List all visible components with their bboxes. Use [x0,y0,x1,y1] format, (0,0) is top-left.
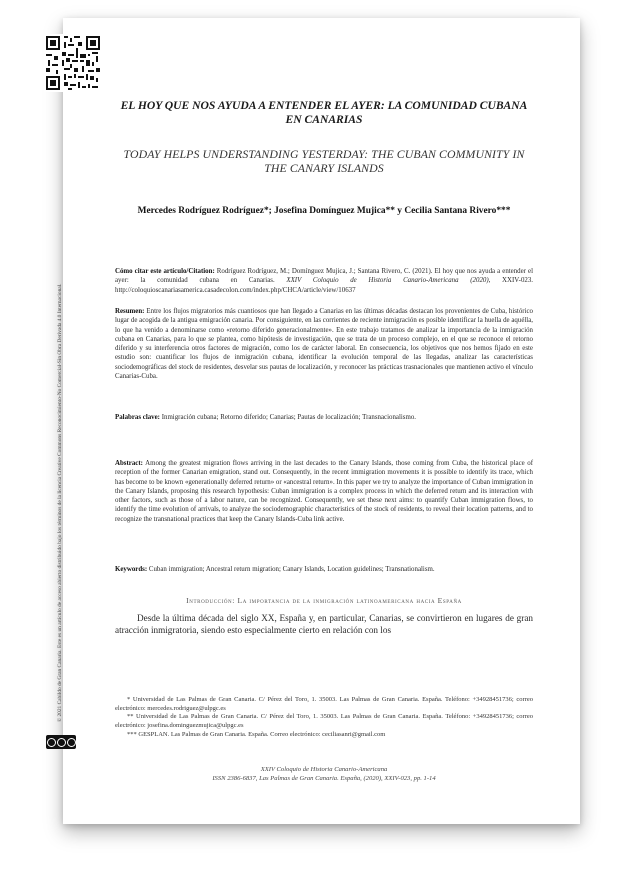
resumen-text: Entre los flujos migratorios más cuantiosos que han llegado a Canarias en las últimas décadas destacan los provenientes de Cuba, histórico lugar de acogida de la antigua emigración canaria. Por consiguiente, en las corrientes de reciente inmigración es posible identificar la huella de aquélla, lo que ha venido a denominarse como «retorno diferido generacionalmente». En este trabajo tratamos de analizar la importancia de la inmigración cubana en Canarias, para lo que se plantea, como hipótesis de investigación, que se trata de un proceso complejo, en el que se reconoce el retorno diferido y su interferencia otros factores de migración, como los de carácter laboral. En consecuencia, los objetivos que nos hemos fijado en este estudio son: cuantificar los flujos de inmigración cubana, identificar la evolución temporal de las llegadas, analizar las características sociodemográficas del stock de residentes, desvelar sus pautas de localización, y reconocer las prácticas trasnacionales que mantienen activo el vínculo Canarias-Cuba. [115,308,533,381]
resumen-block [115,307,533,381]
keywords-label: Keywords: [115,566,148,573]
license-notice-vertical: © 2021 Cabildo de Gran Canaria. Este es un artículo de acceso abierto distribuido bajo los términos de la licencia Creative Commons Reconocimiento-No Comercial-Sin Obra Derivada 4.0 Internacional. [57,283,63,722]
abstract-text: Among the greatest migration flows arriving in the last decades to the Canary Islands, those coming from Cuba, the historical place of reception of the former Canarian emigration, stand out. Consequently, in the recent immigration movements it is possible to identify its trace, which has become to be known «generationally deferred return» or «ancestral return». In this paper we try to analyze the importance of Cuban immigration in the Canary Islands, proposing this research hypothesis: Cuban immigration is a complex process in which the deferred return and its interaction with other factors, such as those of a labor nature, can be recognized. Consequently, we set these next aims: to quantify Cuban immigration flows, to identify the time evolution of arrivals, to analyze the sociodemographic characteristics of the stock of residents, to reveal their location patterns, and to recognize the transnational practices that keep the Canary Islands-Cuba link active. [115,460,533,523]
footer-line-1: XXIV Coloquio de Historia Canario-Americana [260,766,388,773]
qr-code [44,34,102,92]
citation-text: Rodríguez Rodríguez, M.; Domínguez Mujica, J.; Santana Rivero, C. (2021). El hoy que nos ayuda a entender el ayer: la comunidad cubana en Canarias. [115,268,533,285]
title-english: TODAY HELPS UNDERSTANDING YESTERDAY: THE CUBAN COMMUNITY IN THE CANARY ISLANDS [123,147,525,175]
keywords-text: Cuban immigration; Ancestral return migration; Canary Islands, Location guidelines; Transnationalism. [147,566,435,573]
citation-label: Cómo citar este artículo/Citation: [115,268,215,275]
section-heading: Introducción: La importancia de la inmigración latinoamericana hacia España [186,596,462,605]
footnote-2: ** Universidad de Las Palmas de Gran Canaria. C/ Pérez del Toro, 1. 35003. Las Palmas de Gran Canaria. España. Teléfono: +34928451736; correo electrónico: josefina.dominguezmujica@ulpgc.es [115,713,533,730]
abstract-block [115,459,533,524]
footnotes [115,696,533,740]
citation-journal: XXIV Coloquio de Historia Canario-Americana (2020) [286,277,489,285]
keywords-block [115,565,533,574]
creative-commons-icon [46,735,76,749]
palabras-clave-text: Inmigración cubana; Retorno diferido; Canarias; Pautas de localización; Transnacionalismo. [159,414,417,421]
footer-line-2: ISSN 2386-6837, Las Palmas de Gran Canaria. España, (2020), XXIV-023, pp. 1-14 [212,774,436,782]
palabras-clave-block [115,413,533,422]
title-spanish: EL HOY QUE NOS AYUDA A ENTENDER EL AYER: LA COMUNIDAD CUBANA EN CANARIAS [120,99,528,126]
palabras-clave-label: Palabras clave: [115,414,160,421]
citation-rest[interactable]: , XXIV-023. http://coloquioscanariasamerica.casadecolon.com/index.php/CHCA/article/view/10637 [115,277,533,294]
footnote-3: *** GESPLAN. Las Palmas de Gran Canaria. España. Correo electrónico: ceciliasanri@gmail.com [127,730,386,738]
page-footer [115,766,533,783]
authors: Mercedes Rodríguez Rodríguez*; Josefina Domínguez Mujica** y Cecilia Santana Rivero*** [137,206,511,216]
footnote-1: * Universidad de Las Palmas de Gran Canaria. C/ Pérez del Toro, 1. 35003. Las Palmas de Gran Canaria. España. Teléfono: +34928451736; correo electrónico: mercedes.rodriguez@ulpgc.es [115,696,533,712]
abstract-label: Abstract: [115,460,143,467]
resumen-label: Resumen: [115,308,145,315]
body-paragraph: Desde la última década del siglo XX, España y, en particular, Canarias, se convirtieron en lugares de gran atracción inmigratoria, siendo esto especialmente cierto en relación con los [115,613,533,635]
citation-block [115,267,533,295]
